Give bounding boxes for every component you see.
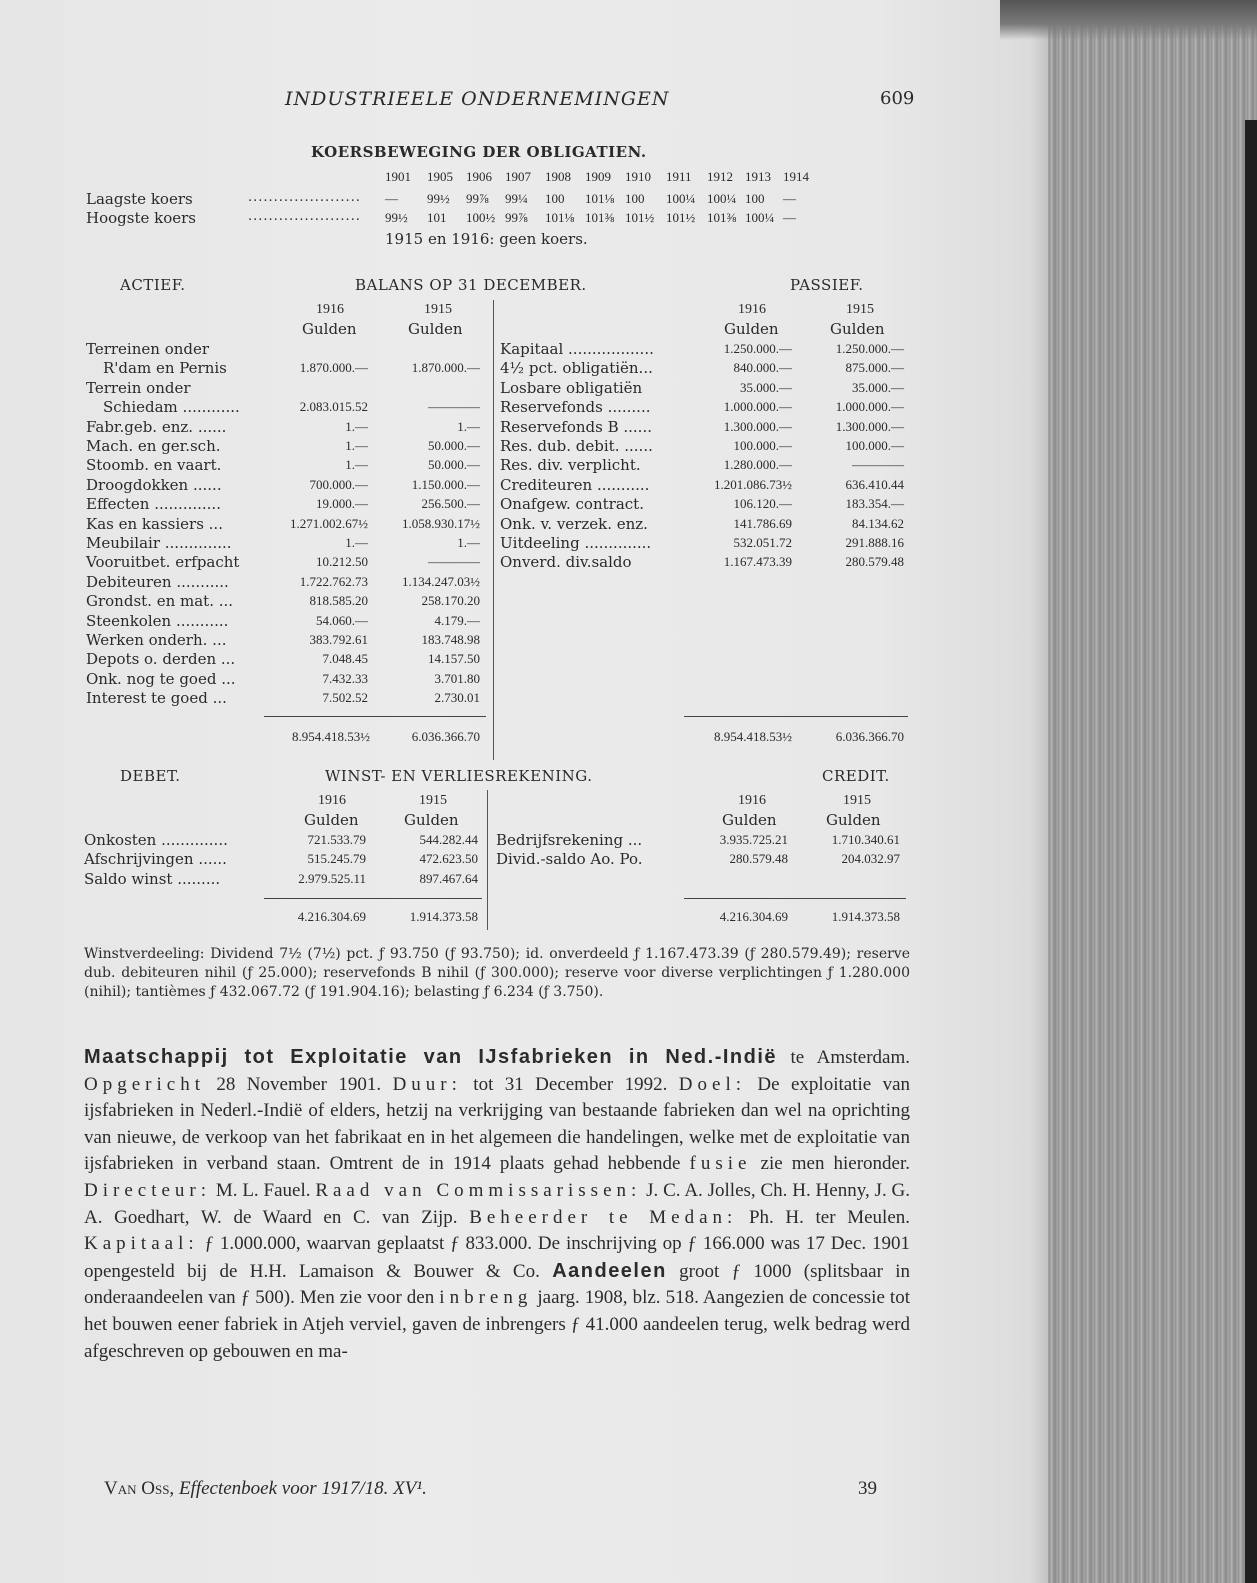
bond-year: 1910 — [625, 169, 651, 184]
bond-price-value: — — [783, 210, 796, 225]
debet-year-1915: 1915 — [419, 793, 447, 808]
passief-value-1916: 141.786.69 — [733, 515, 792, 531]
passief-value-1916: 35.000.— — [740, 379, 792, 395]
credit-total-1916: 4.216.304.69 — [719, 909, 788, 924]
passief-total-rule — [684, 716, 908, 717]
credit-row-label: Bedrijfsrekening ... — [496, 831, 643, 849]
actief-value-1916: 1.— — [345, 535, 368, 550]
passief-row-label: Res. dub. debit. ...... — [500, 437, 653, 455]
passief-year-1915: 1915 — [846, 302, 874, 317]
page-number: 609 — [880, 88, 915, 109]
passief-value-1915: 1.250.000.— — [835, 341, 904, 356]
passief-value-1915: 84.134.62 — [852, 515, 904, 531]
aandeelen-label: Aandeelen — [552, 1259, 667, 1282]
bond-row-label: Hoogste koers — [86, 209, 196, 227]
actief-value-1916: 2.083.015.52 — [299, 399, 368, 415]
book-cover-edge — [1245, 120, 1257, 1583]
actief-row-label: Droogdokken ...... — [86, 475, 222, 494]
credit-value-1916: 280.579.48 — [729, 851, 788, 867]
actief-value-1915: 1.870.000.— — [411, 360, 480, 376]
passief-row-label: Onafgew. contract. — [500, 495, 644, 514]
actief-value-1915: 258.170.20 — [421, 593, 480, 609]
footer-book-title: Effectenboek voor 1917/18. — [178, 1478, 389, 1499]
passief-row-label: 4½ pct. obligatiën... — [500, 359, 653, 378]
actief-value-1916: 7.048.45 — [322, 651, 368, 667]
bond-price-value: 101½ — [625, 210, 655, 225]
actief-value-1916: 54.060.— — [316, 612, 368, 628]
actief-row-label: R'dam en Pernis — [103, 359, 227, 378]
actief-row-label: Meubilair .............. — [86, 534, 232, 552]
actief-row-label: Mach. en ger.sch. — [86, 437, 221, 455]
passief-value-1915: 1.300.000.— — [835, 418, 904, 434]
bond-year: 1914 — [783, 169, 809, 184]
passief-row-label: Uitdeeling .............. — [500, 534, 652, 552]
duur-label: Duur: — [392, 1073, 462, 1095]
actief-value-1915: ———— — [428, 399, 480, 415]
actief-value-1916: 383.792.61 — [309, 632, 368, 647]
actief-value-1915: 1.150.000.— — [411, 476, 480, 492]
bond-year: 1913 — [745, 169, 771, 184]
passief-total-1915: 6.036.366.70 — [835, 729, 904, 744]
actief-value-1916: 818.585.20 — [309, 593, 368, 609]
passief-value-1916: 106.120.— — [733, 496, 792, 512]
rvc-label: Raad van Commissarissen: — [315, 1179, 642, 1201]
passief-unit-1916: Gulden — [724, 320, 779, 338]
debet-row-label: Onkosten .............. — [84, 831, 228, 849]
bond-price-value: 101 — [427, 210, 447, 225]
bond-price-value: 99¼ — [505, 191, 528, 206]
debet-unit-1916: Gulden — [304, 811, 359, 829]
passief-value-1916: 532.051.72 — [733, 535, 792, 550]
balance-title: BALANS OP 31 DECEMBER. — [355, 276, 587, 294]
actief-unit-1915: Gulden — [408, 320, 463, 338]
profit-distribution-note: Winstverdeeling: Dividend 7½ (7½) pct. ƒ 93.750 (ƒ 93.750); id. onverdeeld ƒ 1.167.473.39 (ƒ 280.579.49); reserve dub. debiteuren nihil (ƒ 25.000); reservefonds B nihil (ƒ 300.000); reserve voor diverse verplichtingen ƒ 1.280.000 (nihil); tantièmes ƒ 432.067.72 (ƒ 191.904.16); belasting ƒ 6.234 (ƒ 3.750). — [84, 946, 910, 1000]
credit-unit-1915: Gulden — [826, 811, 881, 829]
bond-year: 1905 — [427, 169, 453, 184]
actief-row-label: Werken onderh. ... — [86, 631, 227, 649]
passief-value-1915: ———— — [852, 457, 904, 473]
actief-value-1915: 2.730.01 — [434, 690, 480, 706]
actief-row-label: Debiteuren ........... — [86, 572, 229, 591]
passief-row-label: Losbare obligatiën — [500, 378, 643, 397]
debet-total-1916: 4.216.304.69 — [297, 909, 366, 924]
debet-value-1915: 544.282.44 — [419, 832, 478, 847]
debet-row-label: Afschrijvingen ...... — [84, 850, 227, 869]
bond-price-value: 99⅞ — [505, 210, 528, 225]
actief-row-label: Schiedam ............ — [103, 398, 240, 417]
company-name: Maatschappij tot Exploitatie van IJsfabrieken in Ned.-Indië — [84, 1046, 778, 1068]
actief-year-1916: 1916 — [316, 302, 344, 317]
beheerder-label: Beheerder te Medan: — [469, 1206, 738, 1228]
passief-row-label: Onverd. div.saldo — [500, 553, 632, 572]
book-cover-top — [1000, 0, 1257, 40]
passief-value-1915: 875.000.— — [845, 360, 904, 376]
actief-value-1915: 1.058.930.17½ — [402, 515, 480, 531]
bond-price-value: 100 — [545, 191, 565, 206]
actief-value-1916: 1.— — [345, 418, 368, 434]
passief-value-1916: 840.000.— — [733, 360, 792, 376]
passief-row-label: Crediteuren ........... — [500, 475, 650, 494]
footer-signature: 39 — [858, 1478, 877, 1499]
actief-unit-1916: Gulden — [302, 320, 357, 338]
bond-prices-note: 1915 en 1916: geen koers. — [385, 230, 588, 248]
bond-price-value: 100 — [625, 191, 645, 206]
credit-total-1915: 1.914.373.58 — [831, 909, 900, 924]
footer-volume: XV¹. — [388, 1478, 427, 1499]
bond-prices-title: KOERSBEWEGING DER OBLIGATIEN. — [311, 143, 647, 161]
passief-value-1916: 1.280.000.— — [723, 457, 792, 473]
fusie-label: fusie — [689, 1153, 752, 1175]
passief-row-label: Reservefonds ......... — [500, 398, 651, 417]
actief-value-1915: 4.179.— — [434, 612, 480, 628]
debet-total-rule — [264, 898, 482, 899]
debet-total-1915: 1.914.373.58 — [409, 909, 478, 924]
debet-year-1916: 1916 — [318, 793, 346, 808]
actief-value-1915: ———— — [428, 554, 480, 570]
directeur-label: Directeur: — [84, 1179, 212, 1201]
actief-row-label: Terrein onder — [86, 378, 191, 397]
actief-value-1916: 1.— — [345, 438, 368, 453]
passief-value-1915: 183.354.— — [845, 496, 904, 512]
credit-unit-1916: Gulden — [722, 811, 777, 829]
bond-price-value: 101½ — [666, 210, 696, 225]
bond-price-value: 100½ — [466, 210, 496, 225]
debet-heading: DEBET. — [120, 767, 181, 785]
actief-value-1916: 19.000.— — [316, 496, 368, 512]
actief-value-1915: 256.500.— — [421, 496, 480, 512]
actief-row-label: Grondst. en mat. ... — [86, 592, 234, 611]
actief-value-1916: 1.722.762.73 — [299, 573, 368, 589]
bond-price-value: 101⅜ — [707, 210, 737, 225]
bond-price-value: 100¼ — [666, 191, 696, 206]
passief-value-1916: 1.000.000.— — [723, 399, 792, 415]
credit-year-1915: 1915 — [843, 793, 871, 808]
actief-row-label: Depots o. derden ... — [86, 650, 236, 669]
page-fold — [1030, 20, 1048, 1583]
leader-dots: ...................... — [248, 190, 361, 205]
actief-value-1916: 7.502.52 — [322, 690, 368, 706]
bond-price-value: 99½ — [385, 210, 408, 225]
bond-price-value: 99½ — [427, 191, 450, 206]
passief-year-1916: 1916 — [738, 302, 766, 317]
actief-row-label: Vooruitbet. erfpacht — [86, 553, 240, 572]
bond-price-value: 100¼ — [707, 191, 737, 206]
bond-year: 1901 — [385, 169, 411, 184]
credit-heading: CREDIT. — [822, 767, 890, 785]
debet-value-1916: 2.979.525.11 — [298, 870, 366, 886]
passief-value-1916: 100.000.— — [733, 438, 792, 453]
credit-year-1916: 1916 — [738, 793, 766, 808]
bond-year: 1911 — [666, 169, 692, 184]
credit-row-label: Divid.-saldo Ao. Po. — [496, 850, 643, 869]
actief-value-1915: 1.134.247.03½ — [402, 573, 480, 589]
actief-value-1916: 10.212.50 — [316, 554, 368, 570]
passief-row-label: Res. div. verplicht. — [500, 456, 641, 475]
actief-value-1915: 14.157.50 — [428, 651, 480, 667]
actief-row-label: Interest te goed ... — [86, 689, 227, 708]
credit-value-1915: 204.032.97 — [841, 851, 900, 867]
passief-value-1916: 1.250.000.— — [723, 341, 792, 356]
page-footer — [104, 1478, 427, 1500]
debet-value-1915: 897.467.64 — [419, 870, 478, 886]
profit-loss-title: WINST- EN VERLIESREKENING. — [325, 767, 593, 785]
actief-value-1916: 700.000.— — [309, 476, 368, 492]
bond-price-value: 100¼ — [745, 210, 775, 225]
kapitaal-label: Kapitaal: — [84, 1233, 199, 1255]
actief-value-1915: 1.— — [457, 418, 480, 434]
credit-total-rule — [684, 898, 906, 899]
opgericht-label: Opgericht — [84, 1073, 205, 1095]
actief-value-1915: 50.000.— — [428, 457, 480, 473]
profit-loss-divider — [487, 790, 488, 930]
actief-row-label: Terreinen onder — [86, 340, 210, 358]
actief-value-1915: 1.— — [457, 535, 480, 550]
actief-value-1916: 1.271.002.67½ — [290, 515, 368, 531]
actief-value-1915: 183.748.98 — [421, 632, 480, 647]
doel-label: Doel: — [678, 1073, 747, 1095]
bond-price-value: 99⅞ — [466, 191, 489, 206]
bond-year: 1912 — [707, 169, 733, 184]
bond-price-value: — — [385, 191, 398, 206]
actief-row-label: Stoomb. en vaart. — [86, 456, 222, 475]
debet-value-1915: 472.623.50 — [419, 851, 478, 867]
actief-row-label: Kas en kassiers ... — [86, 514, 223, 533]
inbreng-label: inbreng — [439, 1287, 533, 1309]
actief-heading: ACTIEF. — [120, 276, 186, 294]
bond-row-label: Laagste koers — [86, 190, 193, 208]
actief-year-1915: 1915 — [424, 302, 452, 317]
actief-row-label: Steenkolen ........... — [86, 611, 229, 630]
company-description: Maatschappij tot Exploitatie van IJsfabrieken in Ned.-Indië te Amsterdam. Opgericht 28 November 1901. Duur: tot 31 December 1992. Doel: De exploitatie van ijsfabrieken in Nederl.-Indië of elders, hetzij na verkrijging van bestaande fabrieken dan wel na oprichting van nieuwe, de verkoop van het fabrikaat en in het algemeen die handelingen, welke met de exploitatie van ijsfabrieken in verband staan. Omtrent de in 1914 plaats gehad hebbende fusie zie men hieronder. Directeur: M. L. Fauel. Raad van Commissarissen: J. C. A. Jolles, Ch. H. Henny, J. G. A. Goedhart, W. de Waard en C. van Zijp. Beheerder te Medan: Ph. H. ter Meulen. Kapitaal: ƒ 1.000.000, waarvan geplaatst ƒ 833.000. De inschrijving op ƒ 166.000 was 17 Dec. 1901 opengesteld bij de H.H. Lamaison & Bouwer & Co. Aandeelen groot ƒ 1000 (splitsbaar in onderaandeelen van ƒ 500). Men zie voor den inbreng jaarg. 1908, blz. 518. Aangezien de concessie tot het bouwen eener fabriek in Atjeh verviel, gaven de inbrengers ƒ 41.000 aandeelen terug, welk bedrag werd afgeschreven op gebouwen en ma- — [84, 1046, 911, 1362]
debet-value-1916: 721.533.79 — [307, 832, 366, 847]
actief-total-1916: 8.954.418.53½ — [292, 729, 370, 744]
passief-value-1915: 280.579.48 — [845, 554, 904, 570]
actief-row-label: Onk. nog te goed ... — [86, 669, 236, 688]
debet-value-1916: 515.245.79 — [307, 851, 366, 867]
passief-total-1916: 8.954.418.53½ — [714, 729, 792, 744]
bond-year: 1906 — [466, 169, 492, 184]
passief-row-label: Reservefonds B ...... — [500, 417, 652, 436]
bond-price-value: 101⅛ — [585, 191, 615, 206]
running-title: INDUSTRIEELE ONDERNEMINGEN — [285, 88, 670, 110]
actief-value-1915: 3.701.80 — [434, 670, 480, 686]
leader-dots: ...................... — [248, 209, 361, 224]
bond-price-value: 101⅛ — [545, 210, 575, 225]
bond-price-value: — — [783, 191, 796, 206]
actief-row-label: Fabr.geb. enz. ...... — [86, 417, 227, 436]
actief-value-1915: 50.000.— — [428, 438, 480, 453]
bond-price-value: 100 — [745, 191, 765, 206]
actief-value-1916: 7.432.33 — [322, 670, 368, 686]
bond-year: 1908 — [545, 169, 571, 184]
balance-divider — [493, 300, 494, 760]
bond-year: 1907 — [505, 169, 531, 184]
passief-row-label: Kapitaal .................. — [500, 340, 654, 358]
actief-row-label: Effecten .............. — [86, 495, 221, 514]
actief-total-1915: 6.036.366.70 — [411, 729, 480, 744]
passief-value-1916: 1.167.473.39 — [723, 554, 792, 570]
actief-total-rule — [264, 716, 486, 717]
actief-value-1916: 1.— — [345, 457, 368, 473]
footer-author: Van Oss, — [104, 1478, 179, 1499]
actief-value-1916: 1.870.000.— — [299, 360, 368, 376]
passief-value-1916: 1.300.000.— — [723, 418, 792, 434]
credit-value-1915: 1.710.340.61 — [831, 832, 900, 847]
passief-value-1916: 1.201.086.73½ — [714, 476, 792, 492]
page-stack-edge — [1030, 0, 1257, 1583]
passief-unit-1915: Gulden — [830, 320, 885, 338]
passief-value-1915: 35.000.— — [852, 379, 904, 395]
passief-value-1915: 291.888.16 — [845, 535, 904, 550]
passief-value-1915: 636.410.44 — [845, 476, 904, 492]
bond-year: 1909 — [585, 169, 611, 184]
credit-value-1916: 3.935.725.21 — [719, 832, 788, 847]
debet-unit-1915: Gulden — [404, 811, 459, 829]
passief-value-1915: 100.000.— — [845, 438, 904, 453]
bond-price-value: 101⅜ — [585, 210, 615, 225]
debet-row-label: Saldo winst ......... — [84, 869, 221, 888]
passief-value-1915: 1.000.000.— — [835, 399, 904, 415]
passief-heading: PASSIEF. — [790, 276, 864, 294]
passief-row-label: Onk. v. verzek. enz. — [500, 514, 648, 533]
